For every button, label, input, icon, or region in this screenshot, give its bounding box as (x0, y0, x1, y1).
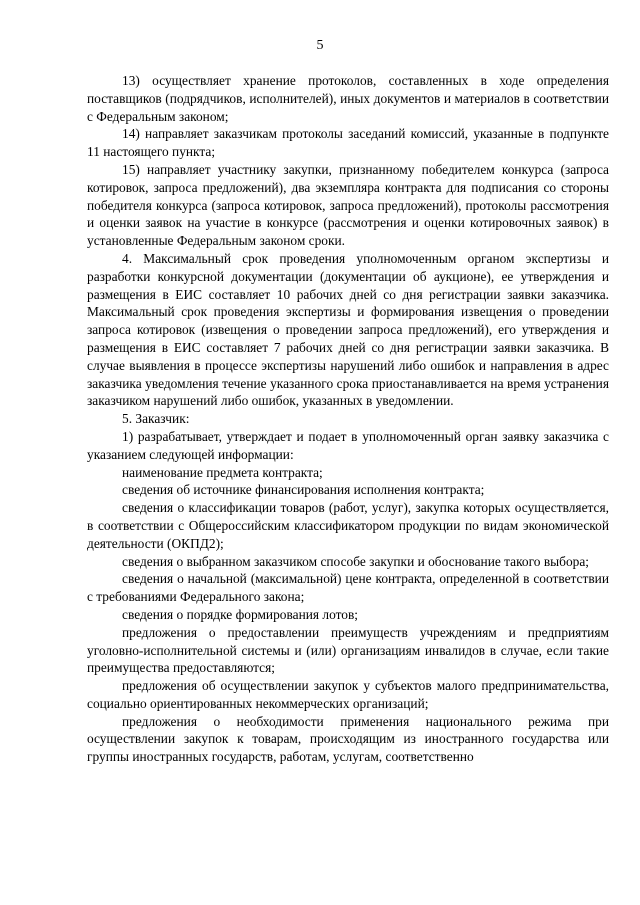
list-item: сведения о выбранном заказчиком способе закупки и обоснование такого выбора; (122, 553, 590, 569)
list-item: предложения о предоставлении преимуществ учреждениям и предприятиям уголовно-исполнительной системы и (или) организациям инвалидов в случае, если такие преимущества предоставляются; (87, 624, 609, 676)
list-item: сведения о порядке формирования лотов; (122, 606, 359, 622)
paragraph-14: 14) направляет заказчикам протоколы заседаний комиссий, указанные в подпункте 11 настоящего пункта; (87, 126, 609, 160)
list-item: наименование предмета контракта; (122, 464, 323, 480)
paragraph-15: 15) направляет участнику закупки, признанному победителем конкурса (запроса котировок, запроса предложений), два экземпляра контракта для подписания со стороны победителя конкурса (запроса котировок, запроса предложений), протоколы рассмотрения и оценки заявок на участие в конкурсе (рассмотрения и оценки котировочных заявок) в установленные Федеральным законом сроки. (87, 161, 609, 249)
list-item: сведения о классификации товаров (работ, услуг), закупка которых осуществляется, в соответствии с Общероссийским классификатором продукции по видам экономической деятельности (ОКПД2); (87, 500, 609, 551)
paragraph-section-4: 4. Максимальный срок проведения уполномоченным органом экспертизы и разработки конкурсной документации (документации об аукционе), ее утверждения и размещения в ЕИС составляет 10 рабочих дней со дня регистрации заявки заказчика. Максимальный срок проведения экспертизы и формирования извещения о проведении запроса котировок (извещения о проведении запроса предложений), его утверждения и размещения в ЕИС составляет 7 рабочих дней со дня регистрации заявки заказчика. В случае выявления в процессе экспертизы нарушений либо ошибок и направления в адрес заказчика уведомления течение указанного срока приостанавливается на время устранения заказчиком нарушений либо ошибок, указанных в уведомлении. (87, 250, 609, 409)
list-item: сведения о начальной (максимальной) цене контракта, определенной в соответствии с требованиями Федерального закона; (87, 571, 609, 605)
page-number: 5 (316, 38, 324, 53)
list-item: сведения об источнике финансирования исполнения контракта; (122, 482, 485, 498)
list-item: предложения о необходимости применения национального режима при осуществлении закупок к товарам, происходящим из иностранного государства или группы иностранных государств, работам, услугам, соответственно (87, 713, 609, 765)
list-item: предложения об осуществлении закупок у субъектов малого предпринимательства, социально ориентированных некоммерческих организаций; (87, 678, 609, 711)
paragraph-5-1: 1) разрабатывает, утверждает и подает в уполномоченный орган заявку заказчика с указанием следующей информации: (87, 428, 609, 462)
paragraph-13: 13) осуществляет хранение протоколов, составленных в ходе определения поставщиков (подрядчиков, исполнителей), иных документов и материалов в соответствии с Федеральным законом; (87, 73, 609, 124)
paragraph-section-5-heading: 5. Заказчик: (122, 411, 190, 427)
document-body (87, 72, 609, 766)
